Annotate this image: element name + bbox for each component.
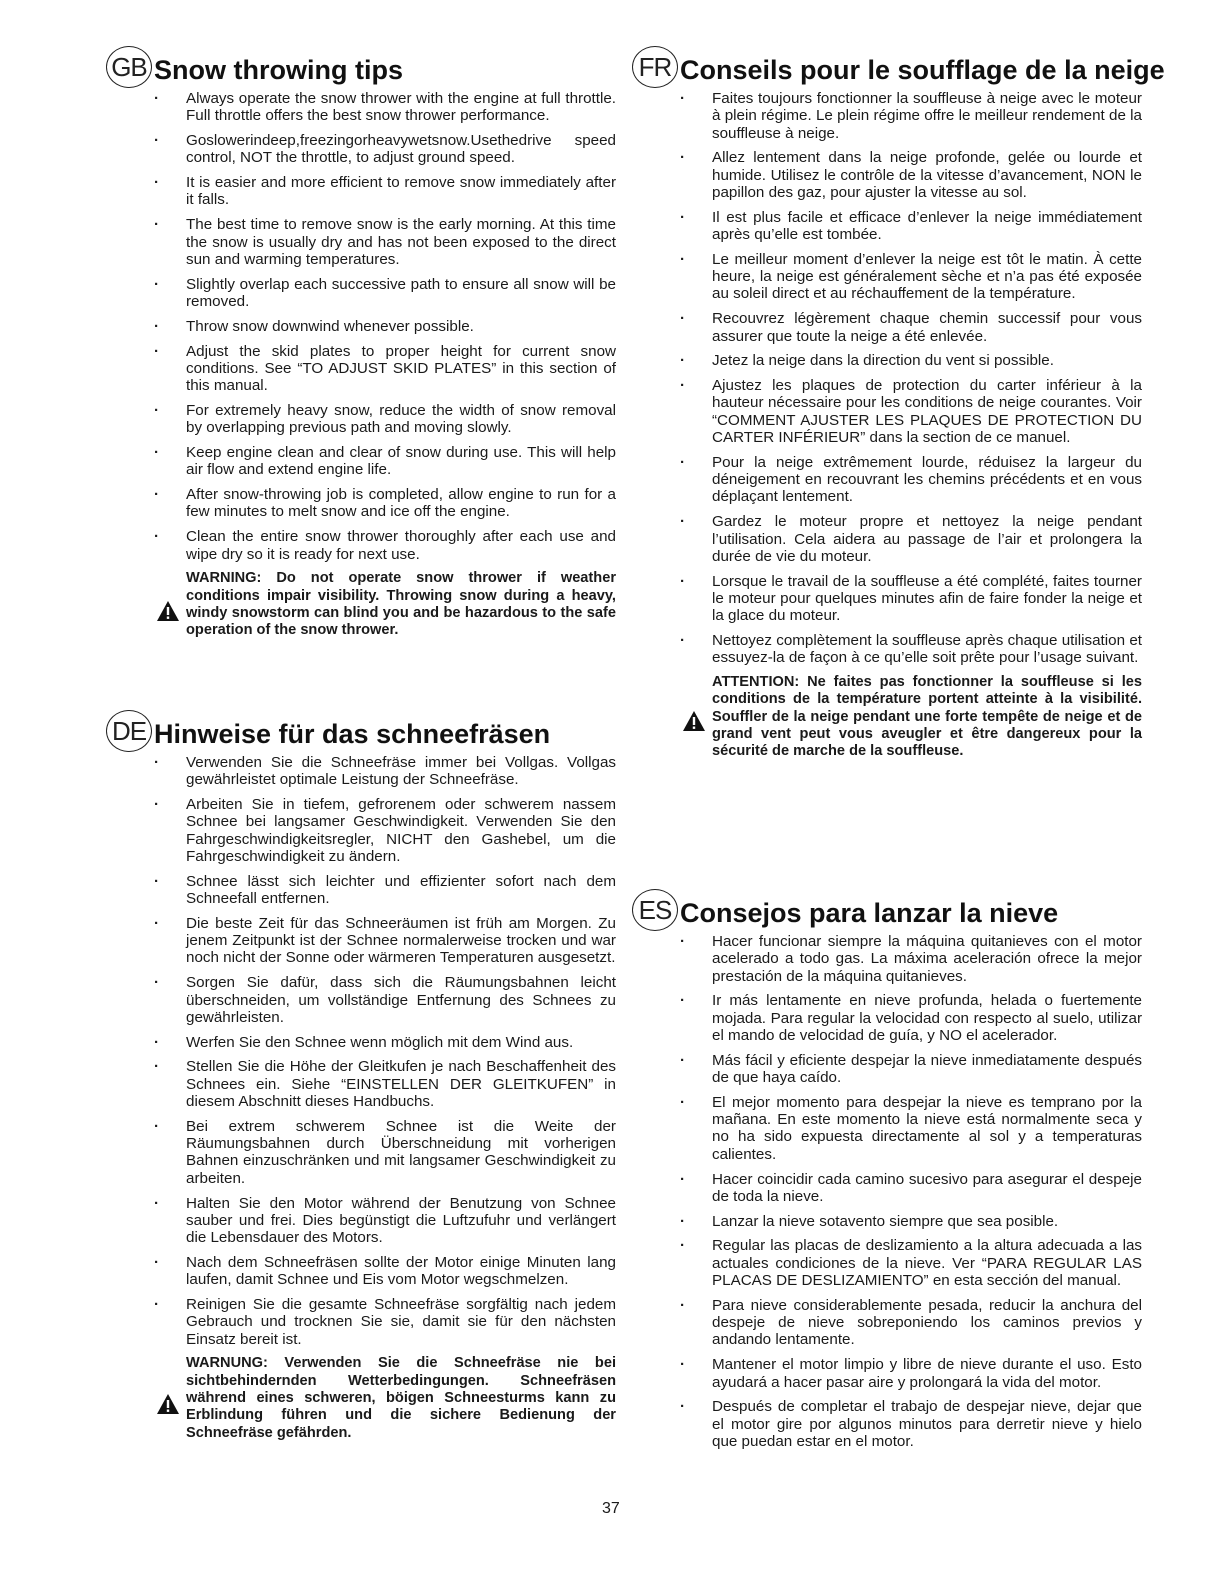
tip-item: · Después de completar el trabajo de despejar nieve, dejar que el motor gire por algunos minutos para derretir nieve y hielo que puedan estar en el motor. <box>680 1398 1142 1450</box>
tip-item: · Regular las placas de deslizamiento a la altura adecuada a las actuales condiciones de la nieve. Ver “PARA REGULAR LAS PLACAS DE DESLIZAMIENTO” en esta sección del manual. <box>680 1237 1142 1289</box>
section-fr <box>638 52 1165 761</box>
tip-item: · The best time to remove snow is the early morning. At this time the snow is usually dry and has not been exposed to the direct sun and warming temperatures. <box>154 216 616 268</box>
tip-item: · Allez lentement dans la neige profonde, gelée ou lourde et humide. Utilisez le contrôle de la vitesse d’avancement, NON le papillon des gaz, pour ajuster la vitesse au sol. <box>680 149 1142 201</box>
warning-text-de: WARNUNG: Verwenden Sie die Schneefräse nie bei sichtbehindernden Wetterbedingungen. Schneefräsen während eines schweren, böigen Schneesturms kann zu Erblindung führen und die sichere Bedienung der Schneefräse gefährden. <box>186 1355 616 1441</box>
tip-item: · Stellen Sie die Höhe der Gleitkufen je nach Beschaffenheit des Schnees ein. Siehe “EINSTELLEN DER GLEITKUFEN” in diesem Abschnitt dieses Handbuchs. <box>154 1058 616 1110</box>
warning-text-fr: ATTENTION: Ne faites pas fonctionner la souffleuse si les conditions de la température portent atteinte à la visibilité. Souffler de la neige pendant une forte tempête de neige et de grand vent peut vous aveugler et être dangereux pour la sécurité de marche de la souffleuse. <box>712 674 1142 760</box>
tip-item: · El mejor momento para despejar la nieve es temprano por la mañana. En este momento la nieve está normalmente seca y no ha sido expuesta directamente al sol y a temperaturas calientes. <box>680 1094 1142 1163</box>
tip-item: · Adjust the skid plates to proper height for current snow conditions. See “TO ADJUST SKID PLATES” in this section of this manual. <box>154 343 616 395</box>
tip-item: · Verwenden Sie die Schneefräse immer bei Vollgas. Vollgas gewährleistet optimale Leistung der Schneefräse. <box>154 754 616 789</box>
tip-item: · It is easier and more efficient to remove snow immediately after it falls. <box>154 174 616 209</box>
warning-block-gb <box>186 570 616 639</box>
language-badge-es: ES <box>632 889 678 931</box>
tip-item: · Pour la neige extrêmement lourde, réduisez la largeur du déneigement en recouvrant les chemins précédents et en vous déplaçant lentement. <box>680 454 1142 506</box>
tip-item: · Keep engine clean and clear of snow during use. This will help air flow and extend engine life. <box>154 444 616 479</box>
tip-item: · Para nieve considerablemente pesada, reducir la anchura del despeje de nieve sobreponiendo los caminos previos y andando lentamente. <box>680 1297 1142 1349</box>
tip-item: · Más fácil y eficiente despejar la nieve inmediatamente después de que haya caído. <box>680 1052 1142 1087</box>
tip-item: · Faites toujours fonctionner la souffleuse à neige avec le moteur à plein régime. Le plein régime offre le meilleur rendement de la souffleuse à neige. <box>680 90 1142 142</box>
tip-item: · Mantener el motor limpio y libre de nieve durante el uso. Esto ayudará a hacer pasar aire y prolongará la vida del motor. <box>680 1356 1142 1391</box>
tip-item: · Always operate the snow thrower with the engine at full throttle. Full throttle offers the best snow thrower performance. <box>154 90 616 125</box>
section-de <box>111 716 616 1442</box>
tips-list-fr <box>680 90 1142 667</box>
language-badge-de: DE <box>106 710 152 752</box>
tip-item: · Le meilleur moment d’enlever la neige est tôt le matin. À cette heure, la neige est généralement sèche et n’a pas été exposée au soleil direct et au réchauffement de la température. <box>680 251 1142 303</box>
tip-item: · Il est plus facile et efficace d’enlever la neige immédiatement après qu’elle est tombée. <box>680 209 1142 244</box>
language-badge-gb: GB <box>106 46 152 88</box>
tip-item: · For extremely heavy snow, reduce the width of snow removal by overlapping previous path and moving slowly. <box>154 402 616 437</box>
warning-block-de <box>186 1355 616 1441</box>
section-gb <box>111 52 616 640</box>
tip-item: · Lanzar la nieve sotavento siempre que sea posible. <box>680 1213 1142 1230</box>
tip-item: · Clean the entire snow thrower thoroughly after each use and wipe dry so it is ready for next use. <box>154 528 616 563</box>
warning-triangle-icon <box>682 710 706 732</box>
tip-item: · Jetez la neige dans la direction du vent si possible. <box>680 352 1142 369</box>
tip-item: · Sorgen Sie dafür, dass sich die Räumungsbahnen leicht überschneiden, um vollständige Entfernung des Schnees zu gewährleisten. <box>154 974 616 1026</box>
tip-item: · Throw snow downwind whenever possible. <box>154 318 616 335</box>
warning-text-gb: WARNING: Do not operate snow thrower if weather conditions impair visibility. Throwing snow during a heavy, windy snowstorm can blind you and be hazardous to the safe operation of the snow thrower. <box>186 570 616 639</box>
tip-item: · Gardez le moteur propre et nettoyez la neige pendant l’utilisation. Cela aidera au passage de l’air et prolongera la durée de vie du moteur. <box>680 513 1142 565</box>
section-title-de: Hinweise für das schneefräsen <box>154 719 551 749</box>
tip-item: · Halten Sie den Motor während der Benutzung von Schnee sauber und frei. Dies begünstigt die Luftzufuhr und verlängert die Lebensdauer des Motors. <box>154 1195 616 1247</box>
tips-list-gb <box>154 90 616 563</box>
tip-item: · Schnee lässt sich leichter und effizienter sofort nach dem Schneefall entfernen. <box>154 873 616 908</box>
tip-item: · Werfen Sie den Schnee wenn möglich mit dem Wind aus. <box>154 1034 616 1051</box>
language-badge-fr: FR <box>632 46 678 88</box>
tip-item: · Die beste Zeit für das Schneeräumen ist früh am Morgen. Zu jenem Zeitpunkt ist der Schnee normalerweise trocken und war noch nicht der Sonne oder wärmeren Temperaturen ausgesetzt. <box>154 915 616 967</box>
warning-triangle-icon <box>156 1393 180 1415</box>
tip-item: · Reinigen Sie die gesamte Schneefräse sorgfältig nach jedem Gebrauch und trocknen Sie sie, damit sie für den nächsten Einsatz bereit ist. <box>154 1296 616 1348</box>
section-es <box>638 895 1142 1458</box>
tip-item: · Slightly overlap each successive path to ensure all snow will be removed. <box>154 276 616 311</box>
tip-item: · Nettoyez complètement la souffleuse après chaque utilisation et essuyez-la de façon à ce qu’elle soit prête pour l’usage suivant. <box>680 632 1142 667</box>
page-number: 37 <box>602 1500 620 1517</box>
tip-item: · Bei extrem schwerem Schnee ist die Weite der Räumungsbahnen durch Überschneidung mit vorherigen Bahnen einzuschränken und mit langsamer Geschwindigkeit zu arbeiten. <box>154 1118 616 1187</box>
tip-item: · Nach dem Schneefräsen sollte der Motor einige Minuten lang laufen, damit Schnee und Eis vom Motor wegschmelzen. <box>154 1254 616 1289</box>
section-title-gb: Snow throwing tips <box>154 55 403 85</box>
tip-item: · Recouvrez légèrement chaque chemin successif pour vous assurer que toute la neige a été enlevée. <box>680 310 1142 345</box>
tip-item: · Arbeiten Sie in tiefem, gefrorenem oder schwerem nassem Schnee bei langsamer Geschwindigkeit. Verwenden Sie den Fahrgeschwindigkeitsregler, NICHT den Gashebel, um die Fahrgeschwindigkeit zu ändern. <box>154 796 616 865</box>
warning-triangle-icon <box>156 600 180 622</box>
section-title-fr: Conseils pour le soufflage de la neige <box>680 55 1165 85</box>
warning-block-fr <box>712 674 1142 760</box>
tip-item: · Hacer funcionar siempre la máquina quitanieves con el motor acelerado a todo gas. La máxima aceleración ofrece la mejor prestación de la máquina quitanieves. <box>680 933 1142 985</box>
section-title-es: Consejos para lanzar la nieve <box>680 898 1059 928</box>
tip-item: · Ir más lentamente en nieve profunda, helada o fuertemente mojada. Para regular la velocidad con respecto al suelo, utilizar el mando de velocidad de guía, y NO el acelerador. <box>680 992 1142 1044</box>
tip-item: · Ajustez les plaques de protection du carter inférieur à la hauteur nécessaire pour les conditions de neige courantes. Voir “COMMENT AJUSTER LES PLAQUES DE PROTECTION DU CARTER INFÉRIEUR” dans la section de ce manuel. <box>680 377 1142 446</box>
tip-item: · Goslowerindeep,freezingorheavywetsnow.Usethedrive speed control, NOT the throttle, to adjust ground speed. <box>154 132 616 167</box>
tips-list-de <box>154 754 616 1348</box>
tip-item: · After snow-throwing job is completed, allow engine to run for a few minutes to melt snow and ice off the engine. <box>154 486 616 521</box>
tips-list-es <box>680 933 1142 1450</box>
tip-item: · Lorsque le travail de la souffleuse a été complété, faites tourner le moteur pour quelques minutes afin de faire fonder la neige et la glace du moteur. <box>680 573 1142 625</box>
tip-item: · Hacer coincidir cada camino sucesivo para asegurar el despeje de toda la nieve. <box>680 1171 1142 1206</box>
